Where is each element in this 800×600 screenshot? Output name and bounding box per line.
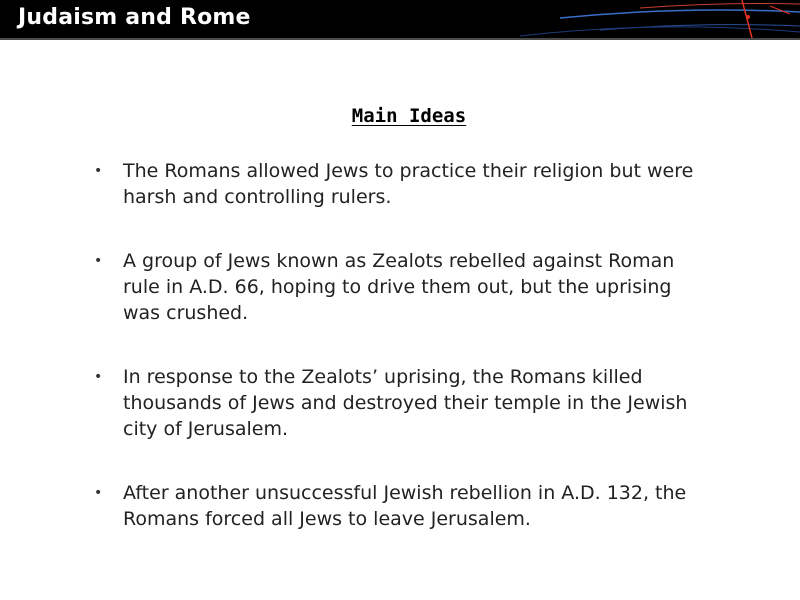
list-item-text: The Romans allowed Jews to practice their religion but were harsh and controlling rulers.: [123, 160, 694, 208]
page-title: Judaism and Rome: [18, 5, 251, 30]
list-item: [90, 480, 710, 532]
list-item: [90, 364, 710, 442]
list-item-text: In response to the Zealots’ uprising, the Romans killed thousands of Jews and destroyed their temple in the Jewish city of Jerusalem.: [123, 366, 688, 440]
main-ideas-list: [90, 158, 710, 570]
list-item-text: After another unsuccessful Jewish rebellion in A.D. 132, the Romans forced all Jews to leave Jerusalem.: [123, 482, 687, 530]
bullet-icon: •: [94, 253, 103, 269]
header-bar: [0, 0, 800, 38]
list-item: [90, 158, 710, 210]
bullet-icon: •: [94, 369, 103, 385]
list-item-text: A group of Jews known as Zealots rebelled against Roman rule in A.D. 66, hoping to drive them out, but the uprising was crushed.: [123, 250, 675, 324]
section-title: Main Ideas: [351, 105, 467, 127]
bullet-icon: •: [94, 163, 103, 179]
bullet-icon: •: [94, 485, 103, 501]
header-divider: [0, 38, 800, 40]
list-item: [90, 248, 710, 326]
